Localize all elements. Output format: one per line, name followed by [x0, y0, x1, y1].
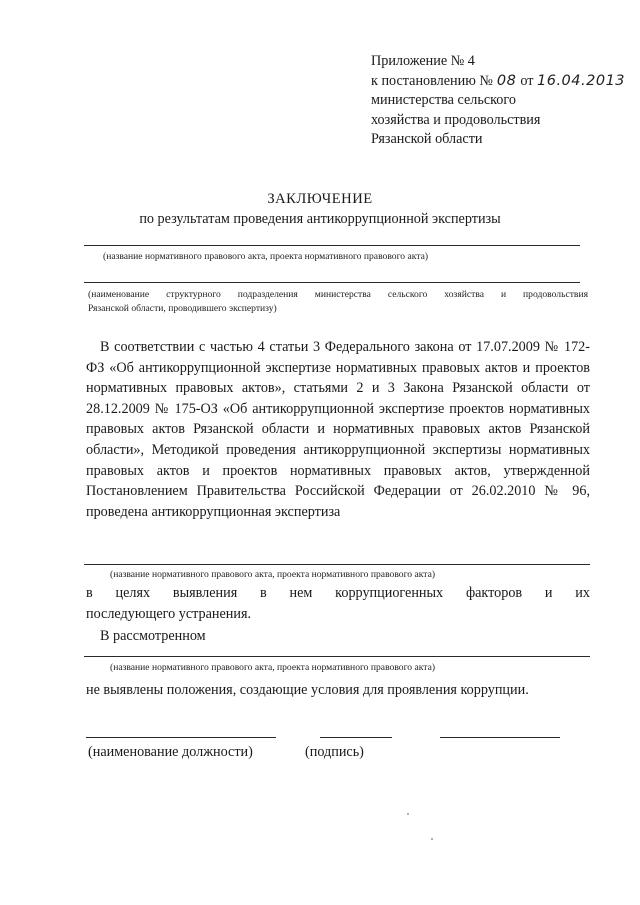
appendix-resolution-line [371, 72, 625, 92]
resolution-prefix: к постановлению № [371, 72, 493, 89]
appendix-region: Рязанской области [371, 131, 483, 147]
scan-speck [407, 813, 409, 815]
document-subtitle: по результатам проведения антикоррупционной экспертизы [139, 211, 501, 227]
appendix-ministry-line2: хозяйства и продовольствия [371, 111, 541, 128]
scan-speck [431, 838, 433, 840]
department-caption-line1: (наименование структурного подразделения министерства сельского хозяйства и продовольствия [88, 289, 588, 300]
act-name-caption-2: (название нормативного правового акта, проекта нормативного правового акта) [110, 569, 436, 580]
appendix-block [371, 52, 625, 150]
act-name-blank-1[interactable] [84, 245, 580, 246]
act-name-blank-3[interactable] [84, 656, 590, 657]
date-prefix: от [520, 72, 534, 89]
main-paragraph: В соответствии с частью 4 статьи 3 Федерального закона от 17.07.2009 № 172-ФЗ «Об антикоррупционной экспертизе нормативных правовых актов и проектов нормативных правовых актов», статьями 2 и 3 Закона Рязанской области от 28.12.2009 № 175-ОЗ «Об антикоррупционной экспертизе проектов нормативных правовых актов Рязанской области и нормативных правовых актов Рязанской области», Методикой проведения антикоррупционной экспертизы нормативных правовых актов и проектов нормативных правовых актов, утвержденной Постановлением Правительства Российской Федерации от 26.02.2010 № 96, проведена антикоррупционная экспертиза [86, 339, 590, 520]
position-label: (наименование должности) [88, 744, 253, 760]
department-caption-line2: Рязанской области, проводившего экспертизу) [88, 303, 277, 314]
position-blank[interactable] [86, 737, 276, 738]
act-name-caption-3: (название нормативного правового акта, проекта нормативного правового акта) [110, 662, 436, 673]
document-title: ЗАКЛЮЧЕНИЕ [267, 191, 373, 207]
purpose-line-2: последующего устранения. [86, 606, 252, 622]
resolution-number: 08 [496, 72, 517, 89]
conclusion-text: не выявлены положения, создающие условия для проявления коррупции. [86, 682, 529, 698]
resolution-date: 16.04.2013 [537, 72, 626, 89]
signature-label: (подпись) [305, 744, 364, 760]
name-blank[interactable] [440, 737, 560, 738]
signature-blank[interactable] [320, 737, 392, 738]
appendix-title: Приложение № 4 [371, 53, 475, 69]
reviewed-text: В рассмотренном [100, 628, 206, 644]
purpose-line-1: в целях выявления в нем коррупциогенных факторов и их [86, 585, 590, 601]
appendix-ministry-line1: министерства сельского [371, 92, 516, 108]
department-blank[interactable] [84, 282, 580, 283]
act-name-blank-2[interactable] [84, 564, 590, 565]
act-name-caption-1: (название нормативного правового акта, проекта нормативного правового акта) [103, 251, 429, 262]
